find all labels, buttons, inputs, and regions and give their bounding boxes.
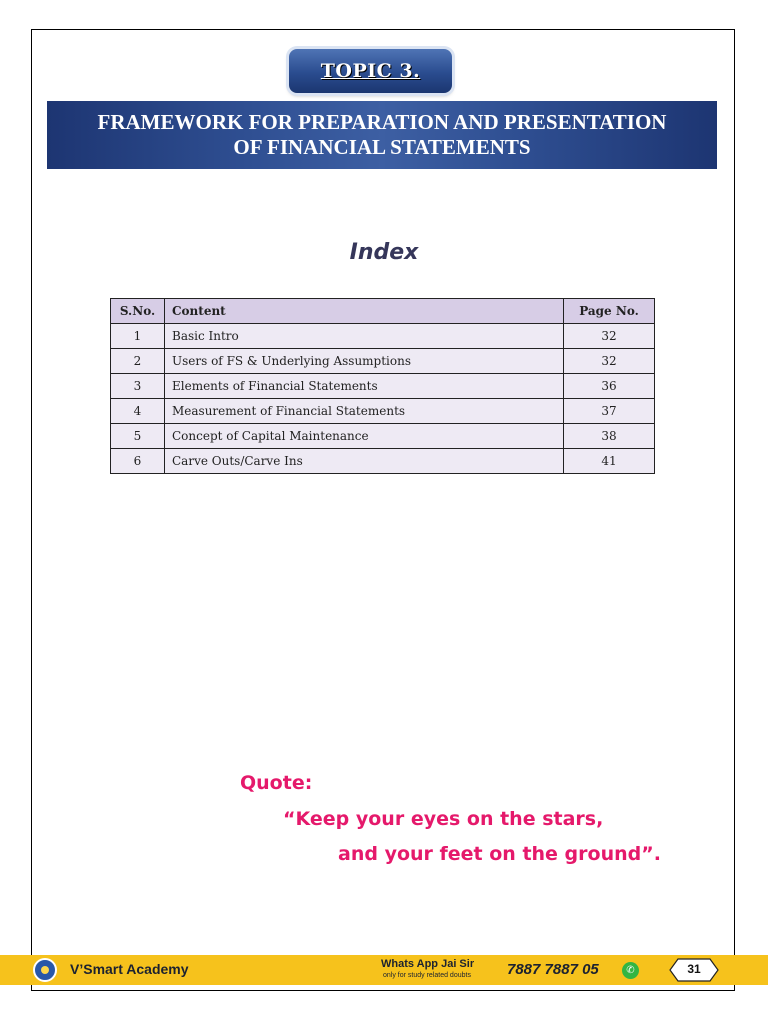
table-row <box>111 349 655 374</box>
row-content: Basic Intro <box>165 324 564 349</box>
row-page: 41 <box>564 449 655 474</box>
academy-logo-icon <box>33 958 57 982</box>
row-sno: 4 <box>111 399 165 424</box>
whatsapp-icon: ✆ <box>622 962 639 979</box>
row-content: Elements of Financial Statements <box>165 374 564 399</box>
header-page: Page No. <box>564 299 655 324</box>
row-content: Concept of Capital Maintenance <box>165 424 564 449</box>
page-number: 31 <box>687 962 701 976</box>
row-page: 38 <box>564 424 655 449</box>
quote-label: Quote: <box>240 772 313 794</box>
quote-line-1: “Keep your eyes on the stars, <box>283 808 604 830</box>
chapter-title-line1: FRAMEWORK FOR PREPARATION AND PRESENTATION <box>97 110 667 134</box>
footer-bar <box>0 955 768 985</box>
row-page: 36 <box>564 374 655 399</box>
page-number-badge <box>668 957 720 983</box>
chapter-title-banner <box>47 101 717 169</box>
phone-number: 7887 7887 05 <box>507 961 599 978</box>
index-heading: Index <box>349 240 419 265</box>
row-page: 32 <box>564 349 655 374</box>
whatsapp-title: Whats App Jai Sir <box>381 958 475 970</box>
whatsapp-subtitle: only for study related doubts <box>383 972 471 979</box>
index-table-header-row <box>111 299 655 324</box>
topic-badge: TOPIC 3. <box>289 49 452 93</box>
row-sno: 3 <box>111 374 165 399</box>
row-sno: 5 <box>111 424 165 449</box>
table-row <box>111 424 655 449</box>
table-row <box>111 374 655 399</box>
row-sno: 6 <box>111 449 165 474</box>
table-row <box>111 324 655 349</box>
academy-name: V’Smart Academy <box>70 961 189 977</box>
row-page: 32 <box>564 324 655 349</box>
table-row <box>111 399 655 424</box>
index-table <box>110 298 655 474</box>
row-content: Measurement of Financial Statements <box>165 399 564 424</box>
chapter-title-line2: OF FINANCIAL STATEMENTS <box>233 135 531 159</box>
table-row <box>111 449 655 474</box>
header-sno: S.No. <box>111 299 165 324</box>
header-content: Content <box>165 299 564 324</box>
row-content: Users of FS & Underlying Assumptions <box>165 349 564 374</box>
row-page: 37 <box>564 399 655 424</box>
quote-line-2: and your feet on the ground”. <box>338 843 661 865</box>
row-content: Carve Outs/Carve Ins <box>165 449 564 474</box>
row-sno: 2 <box>111 349 165 374</box>
row-sno: 1 <box>111 324 165 349</box>
